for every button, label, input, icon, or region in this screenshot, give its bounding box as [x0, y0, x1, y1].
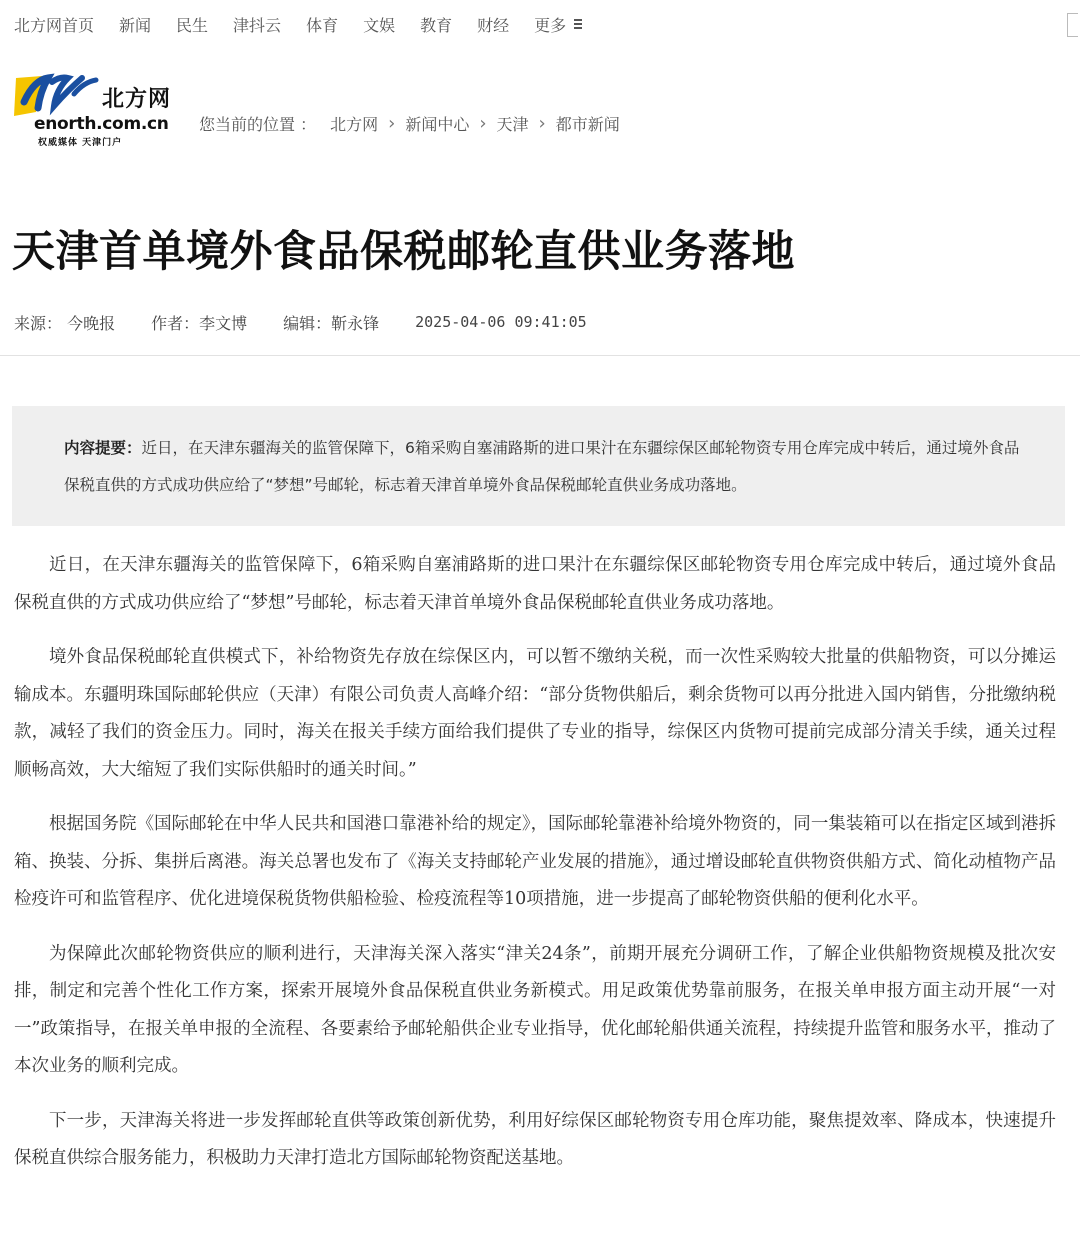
article-author: 作者：李文博 [151, 313, 248, 333]
article-datetime: 2025-04-06 09:41:05 [415, 313, 587, 331]
article-paragraph: 境外食品保税邮轮直供模式下，补给物资先存放在综保区内，可以暂不缴纳关税，而一次性采购较大批量的供船物资，可以分摊运输成本。东疆明珠国际邮轮供应（天津）有限公司负责人高峰介绍：“部分货物供船后，剩余货物可以再分批进入国内销售，分批缴纳税款，减轻了我们的资金压力。同时，海关在报关手续方面给我们提供了专业的指导，综保区内货物可提前完成部分清关手续，通关过程顺畅高效，大大缩短了我们实际供船时的通关时间。” [14, 647, 1056, 780]
article-paragraph: 根据国务院《国际邮轮在中华人民共和国港口靠港补给的规定》，国际邮轮靠港补给境外物资的，同一集装箱可以在指定区域到港拆箱、换装、分拆、集拼后离港。海关总署也发布了《海关支持邮轮产业发展的措施》，通过增设邮轮直供物资供船方式、简化动植物产品检疫许可和监管程序、优化进境保税货物供船检验、检疫流程等10项措施，进一步提高了邮轮物资供船的便利化水平。 [14, 814, 1056, 909]
menu-icon [574, 17, 582, 31]
article-source: 来源： 今晚报 [14, 313, 116, 333]
article-meta [14, 310, 587, 334]
site-logo[interactable] [12, 72, 177, 148]
nav-sports[interactable]: 体育 [306, 15, 339, 35]
nav-jindouyun[interactable]: 津抖云 [233, 15, 282, 35]
summary-label: 内容提要： [64, 439, 142, 457]
chevron-right-icon: › [388, 112, 396, 134]
logo-tagline: 权威媒体 天津门户 [38, 138, 123, 148]
breadcrumb-item-tianjin[interactable]: 天津 [496, 114, 529, 134]
header-divider [0, 355, 1080, 356]
breadcrumb-item-news-center[interactable]: 新闻中心 [405, 114, 470, 134]
nav-more-label: 更多 [534, 15, 567, 35]
nav-entertainment[interactable]: 文娱 [363, 15, 396, 35]
top-navigation [14, 11, 607, 37]
article-body [14, 547, 1056, 1195]
breadcrumb-lead: 您当前的位置 ： [199, 114, 317, 134]
side-panel-handle[interactable] [1067, 13, 1078, 37]
breadcrumb [199, 110, 620, 136]
breadcrumb-item-enorth[interactable]: 北方网 [330, 114, 379, 134]
article-paragraph: 下一步，天津海关将进一步发挥邮轮直供等政策创新优势，利用好综保区邮轮物资专用仓库功能，聚焦提效率、降成本，快速提升保税直供综合服务能力，积极助力天津打造北方国际邮轮物资配送基地。 [14, 1110, 1056, 1168]
logo-domain: enorth.com.cn [34, 114, 169, 134]
article-paragraph: 为保障此次邮轮物资供应的顺利进行，天津海关深入落实“津关24条”，前期开展充分调研工作，了解企业供船物资规模及批次安排，制定和完善个性化工作方案，探索开展境外食品保税直供业务新模式。用足政策优势靠前服务，在报关单申报方面主动开展“一对一”政策指导，在报关单申报的全流程、各要素给予邮轮船供企业专业指导，优化邮轮船供通关流程，持续提升监管和服务水平，推动了本次业务的顺利完成。 [14, 943, 1056, 1076]
article-title: 天津首单境外食品保税邮轮直供业务落地 [12, 227, 795, 277]
nav-news[interactable]: 新闻 [119, 15, 152, 35]
logo-name-cn: 北方网 [102, 86, 172, 112]
nav-home[interactable]: 北方网首页 [14, 15, 95, 35]
article-editor: 编辑：靳永锋 [283, 313, 380, 333]
nav-education[interactable]: 教育 [420, 15, 453, 35]
chevron-right-icon: › [538, 112, 546, 134]
breadcrumb-item-city-news[interactable]: 都市新闻 [555, 114, 620, 134]
summary-text: 近日，在天津东疆海关的监管保障下，6箱采购自塞浦路斯的进口果汁在东疆综保区邮轮物资专用仓库完成中转后，通过境外食品保税直供的方式成功供应给了“梦想”号邮轮，标志着天津首单境外食品保税邮轮直供业务成功落地。 [64, 439, 1020, 494]
nav-more[interactable] [534, 13, 582, 36]
nav-livelihood[interactable]: 民生 [176, 15, 209, 35]
chevron-right-icon: › [479, 112, 487, 134]
nav-finance[interactable]: 财经 [477, 15, 510, 35]
article-summary [12, 406, 1065, 526]
article-paragraph: 近日，在天津东疆海关的监管保障下，6箱采购自塞浦路斯的进口果汁在东疆综保区邮轮物资专用仓库完成中转后，通过境外食品保税直供的方式成功供应给了“梦想”号邮轮，标志着天津首单境外食品保税邮轮直供业务成功落地。 [14, 555, 1056, 613]
